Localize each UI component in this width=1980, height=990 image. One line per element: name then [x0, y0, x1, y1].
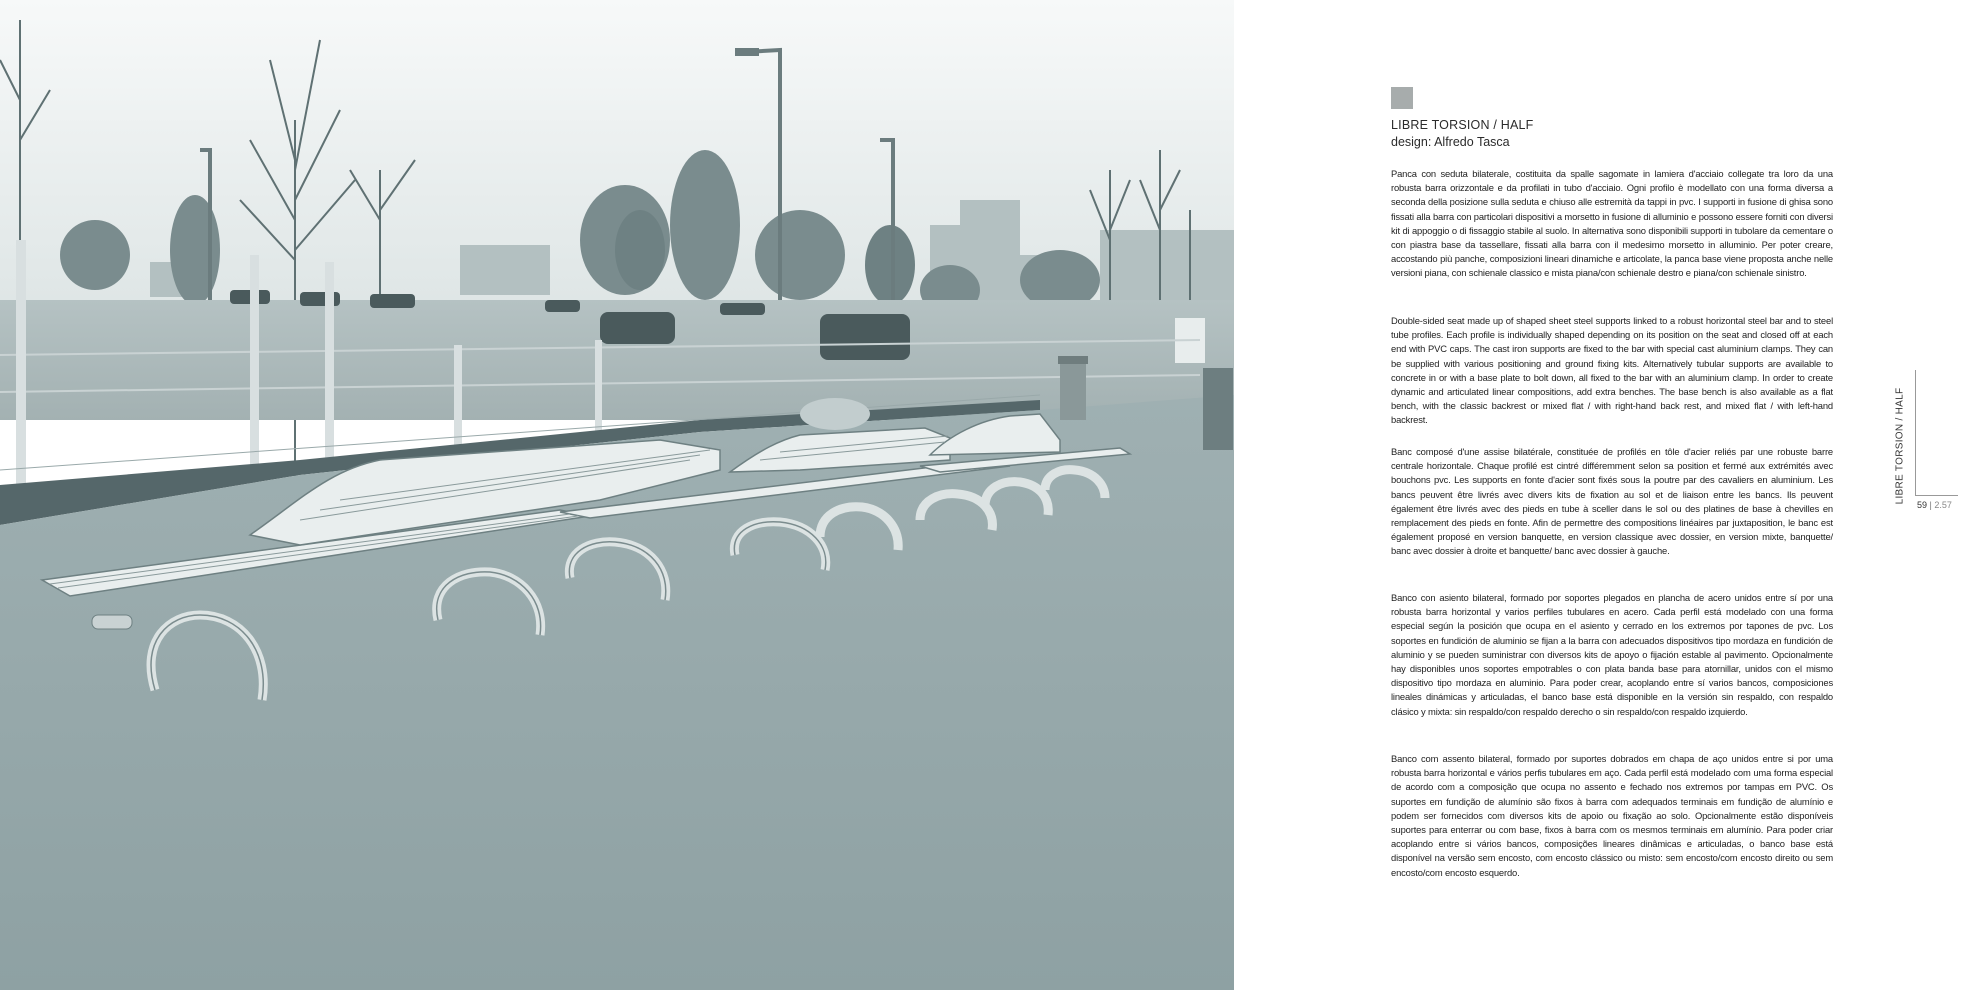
- color-swatch: [1391, 87, 1413, 109]
- side-tab-label: LIBRE TORSION / HALF: [1894, 387, 1906, 505]
- side-tab-rule: [1915, 370, 1916, 495]
- designer-credit: design: Alfredo Tasca: [1391, 135, 1510, 149]
- side-tab-rule-horizontal: [1915, 495, 1958, 496]
- product-title: LIBRE TORSION / HALF: [1391, 118, 1534, 132]
- page-number-total: 2.57: [1934, 500, 1952, 510]
- paragraph-portuguese: Banco com assento bilateral, formado por suportes dobrados em chapa de aço unidos entre si por uma robusta barra horizontal e vários perfis tubulares em aço. Cada perfil está modelado com uma forma especial de acordo com a composição que ocupa no assento e fechado nos extremos por tampas em PVC. Os suportes em fundição de alumínio são fixos à barra com adequados terminais em fundição de alumínio e podem ser fornecidos com diversos kits de apoio ou fixação ao solo. Opcionalmente estão disponíveis suportes para enterrar ou com base, fixos à barra com os mesmos terminais em alumínio. Para poder criar acoplando entre si vários bancos, composições lineares dinâmicas e articuladas, o banco base está disponível na versão sem encosto, com encosto clássico ou misto: sem encosto/com encosto direito ou sem encosto/com encosto esquerdo.: [1391, 753, 1833, 878]
- page-number-separator: |: [1929, 500, 1932, 510]
- paragraph-spanish: Banco con asiento bilateral, formado por soportes plegados en plancha de acero unidos entre sí por una robusta barra horizontal y varios perfiles tubulares en acero. Cada perfil está modelado con una forma especial según la posición que ocupa en el asiento y cerrado en los extremos por tapones de pvc. Los soportes en fundición de aluminio se fijan a la barra con adecuados dispositivos tipo mordaza en fundición de aluminio y se pueden suministrar con diversos kits de apoyo o fijación estable al pavimento. Opcionalmente hay disponibles unos soportes empotrables o con plata banda base para atornillar, unidos con el mismo dispositivo tipo mordaza en aluminio. Para poder crear, acoplando entre sí varios bancos, composiciones lineales dinámicas y articuladas, el banco base está disponible en la versión sin respaldo, con respaldo clásico y mixta: sin respaldo/con respaldo derecho o sin respaldo/con respaldo izquierdo.: [1391, 592, 1833, 717]
- paragraph-italian: Panca con seduta bilaterale, costituita da spalle sagomate in lamiera d'acciaio collegate tra loro da una robusta barra orizzontale e da profilati in tubo d'acciaio. Ogni profilo è modellato con una forma diversa a seconda della posizione sulla seduta e chiuso alle estremità da tappi in pvc. I supporti in fusione di ghisa sono fissati alla barra con particolari dispositivi a morsetto in fusione di alluminio e possono essere forniti con diversi kit di appoggio o di fissaggio stabile al suolo. In alternativa sono disponibili supporti in tubolare da cementare o con piastra base da tassellare, fissati alla barra con il medesimo morsetto in alluminio. Per poter creare, accostando più panche, composizioni lineari dinamiche e articolate, la panca base viene proposta anche nelle versioni piana, con schienale classico e mista piana/con schienale destro e piana/con schienale sinistro.: [1391, 168, 1833, 279]
- page-number: [1917, 500, 1952, 510]
- paragraph-french: Banc composé d'une assise bilatérale, constituée de profilés en tôle d'acier reliés par une robuste barre centrale horizontale. Chaque profilé est cintré différemment selon sa position et fermé aux extrémités avec bouchons pvc. Les supports en fonte d'acier sont fixés sous la poutre par des cavaliers en aluminium. Les bancs peuvent être livrés avec divers kits de fixation au sol et de liaison entre les bancs. Ils peuvent également être livrés avec des pieds en tube à sceller dans le sol ou des platines de base à chevilles en remplacement des pieds en fonte. Afin de permettre des compositions linéaires par juxtaposition, le banc est également proposé en version banquette, en version classique avec dossier, en version mixte, banquette/ banc avec dossier à droite et banquette/ banc avec dossier à gauche.: [1391, 446, 1833, 557]
- page-number-current: 59: [1917, 500, 1928, 510]
- paragraph-english: Double-sided seat made up of shaped sheet steel supports linked to a robust horizontal steel bar and to steel tube profiles. Each profile is individually shaped depending on its position on the seat and closed off at each end with PVC caps. The cast iron supports are fixed to the bar with special cast aluminium clamps. They can be supplied with various positioning and ground fixing kits. Alternatively tubular supports are available to concrete in or with a base plate to bolt down, all fixed to the bar with an aluminium clamp. In order to create dynamic and articulated linear compositions, add extra benches. The base bench is also available as a flat bench, with the classic backrest or mixed flat / with right-hand back rest, and mixed flat / with left-hand backrest.: [1391, 315, 1833, 426]
